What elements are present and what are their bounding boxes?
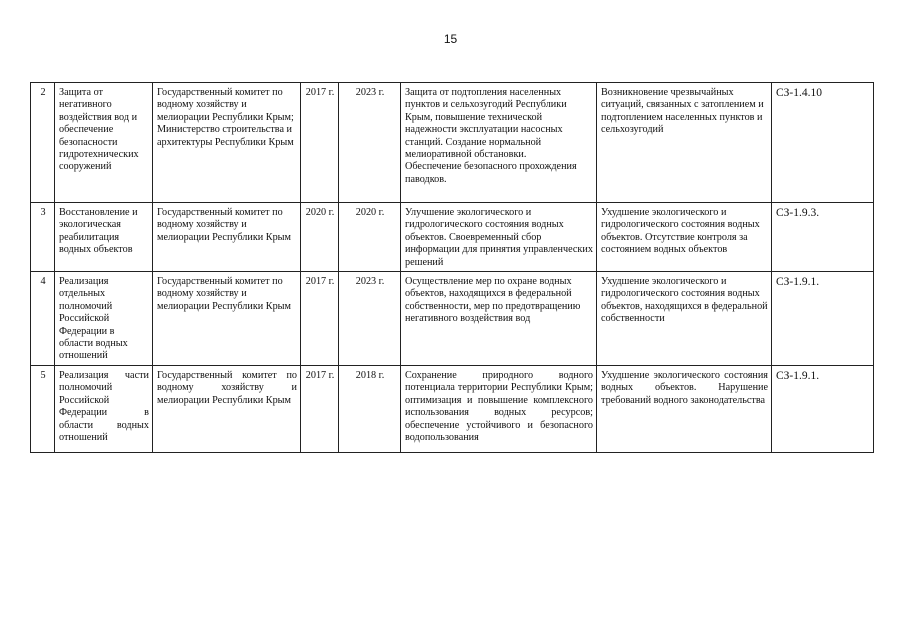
expected-result: Сохранение природного водного потенциала территории Республики Крым; оптимизация и повышение комплексного использования водных ресурсов; обеспечение устойчивого и безопасного водопользования [401,365,597,452]
executor-line: Министерство строительства и архитектуры Республики Крым [157,124,294,148]
start-year: 2017 г. [301,272,339,366]
expected-result: Осуществление мер по охране водных объектов, находящихся в федеральной собственности, мер по предотвращению негативного воздействия вод [401,272,597,366]
executor: Государственный комитет по водному хозяйству и мелиорации Республики Крым [153,365,301,452]
measure-name: Реализация отдельных полномочий Российской Федерации в области водных отношений [55,272,153,366]
expected-result [401,83,597,203]
end-year: 2020 г. [339,203,401,272]
indicator-code: СЗ-1.9.1. [772,365,874,452]
executor: Государственный комитет по водному хозяйству и мелиорации Республики Крым [153,272,301,366]
end-year: 2023 г. [339,83,401,203]
expected-result: Улучшение экологического и гидрологического состояния водных объектов. Своевременный сбор информации для принятия управленческих решений [401,203,597,272]
start-year: 2017 г. [301,365,339,452]
row-number: 3 [31,203,55,272]
page-number: 15 [443,32,458,46]
risk-consequence: Ухудшение экологического и гидрологического состояния водных объектов, находящихся в федеральной собственности [597,272,772,366]
result-line: Защита от подтопления населенных пунктов и сельхозугодий Республики Крым, повышение технической надежности эксплуатации насосных станций. Создание нормальной мелиоративной обстановки. [405,87,567,161]
indicator-code: СЗ-1.4.10 [772,83,874,203]
risk-consequence: Ухудшение экологического и гидрологического состояния водных объектов. Отсутствие контроля за состоянием водных объектов [597,203,772,272]
measure-name: Восстановление и экологическая реабилитация водных объектов [55,203,153,272]
table-row [31,272,874,366]
row-number: 5 [31,365,55,452]
end-year: 2018 г. [339,365,401,452]
executor [153,83,301,203]
start-year: 2017 г. [301,83,339,203]
indicator-code: СЗ-1.9.3. [772,203,874,272]
risk-consequence: Возникновение чрезвычайных ситуаций, связанных с затоплением и подтоплением населенных пунктов и сельхозугодий [597,83,772,203]
measure-name: Реализация части полномочий Российской Федерации в области водных отношений [55,365,153,452]
table-row [31,365,874,452]
row-number: 2 [31,83,55,203]
row-number: 4 [31,272,55,366]
start-year: 2020 г. [301,203,339,272]
result-line: Обеспечение безопасного прохождения паводков. [405,161,577,185]
indicator-code: СЗ-1.9.1. [772,272,874,366]
measure-name: Защита от негативного воздействия вод и обеспечение безопасности гидротехнических сооружений [55,83,153,203]
table-row [31,203,874,272]
measures-table [30,82,874,453]
risk-consequence: Ухудшение экологического состояния водных объектов. Нарушение требований водного законодательства [597,365,772,452]
executor-line: Государственный комитет по водному хозяйству и мелиорации Республики Крым; [157,87,294,123]
executor: Государственный комитет по водному хозяйству и мелиорации Республики Крым [153,203,301,272]
table-row [31,83,874,203]
end-year: 2023 г. [339,272,401,366]
